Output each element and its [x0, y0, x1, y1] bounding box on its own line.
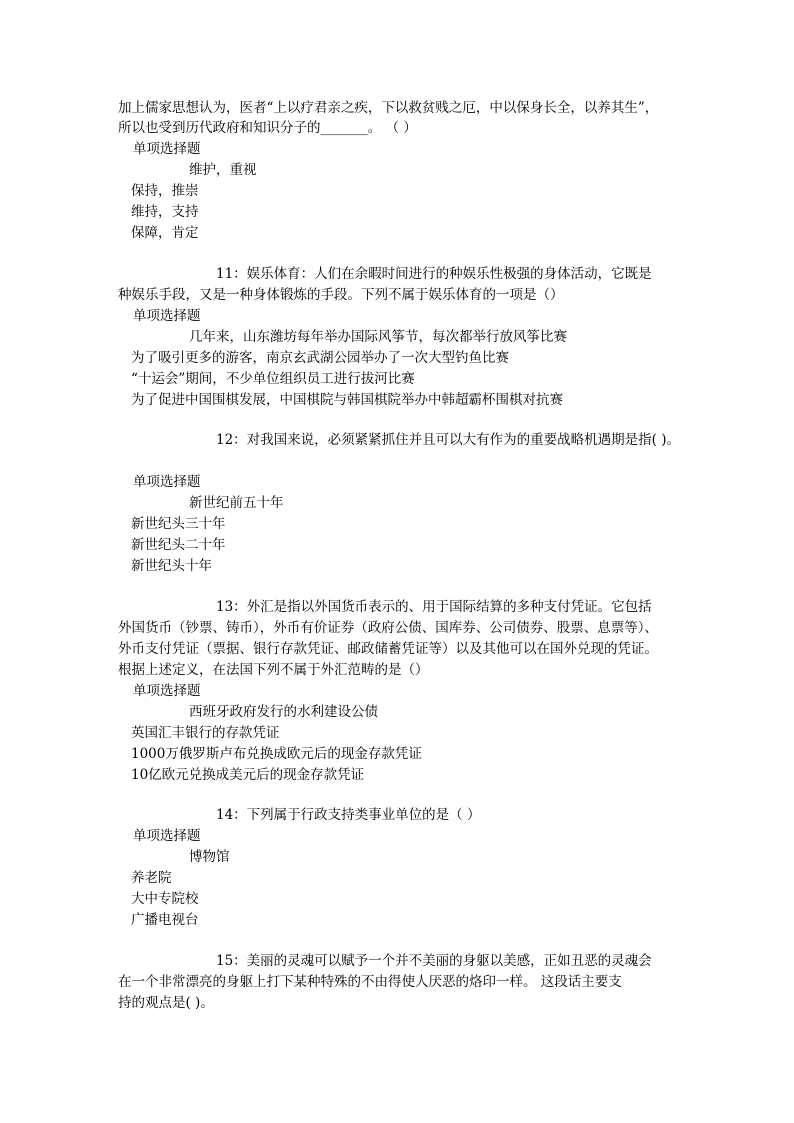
q13-option-d[interactable]: 10亿欧元兑换成美元后的现金存款凭证	[131, 767, 365, 783]
q10-option-d[interactable]: 保障，肯定	[131, 225, 199, 241]
q13-stem-line1: 13：外汇是指以外国货币表示的、用于国际结算的多种支付凭证。它包括	[216, 599, 652, 615]
q14-option-d[interactable]: 广播电视台	[131, 912, 199, 928]
q13-stem-line2: 外国货币（钞票、铸币），外币有价证券（政府公债、国库券、公司债券、股票、息票等）、	[118, 620, 658, 636]
q13-option-c[interactable]: 1000万俄罗斯卢布兑换成欧元后的现金存款凭证	[131, 746, 422, 762]
q11-option-c[interactable]: “十运会”期间，不少单位组织员工进行拔河比赛	[131, 371, 415, 387]
q10-type-label: 单项选择题	[133, 141, 201, 157]
q13-option-a[interactable]: 西班牙政府发行的水利建设公债	[189, 704, 378, 720]
q12-stem-line1: 12：对我国来说，必须紧紧抓住并且可以大有作为的重要战略机遇期是指( )。	[216, 432, 681, 448]
q13-stem-line3: 外币支付凭证（票据、银行存款凭证、邮政储蓄凭证等）以及其他可以在国外兑现的凭证。	[118, 641, 658, 657]
q14-option-a[interactable]: 博物馆	[189, 849, 230, 865]
q12-option-c[interactable]: 新世纪头二十年	[131, 537, 226, 553]
q14-option-b[interactable]: 养老院	[131, 870, 172, 886]
q13-stem-line4: 根据上述定义，在法国下列不属于外汇范畴的是（）	[118, 662, 429, 678]
q11-option-a[interactable]: 几年来，山东潍坊每年举办国际风筝节，每次都举行放风筝比赛	[189, 329, 567, 345]
q10-option-c[interactable]: 维持，支持	[131, 204, 199, 220]
q15-stem-line3: 持的观点是( )。	[118, 995, 214, 1011]
q12-option-b[interactable]: 新世纪头三十年	[131, 516, 226, 532]
q10-option-b[interactable]: 保持，推崇	[131, 183, 199, 199]
q11-option-b[interactable]: 为了吸引更多的游客，南京玄武湖公园举办了一次大型钓鱼比赛	[131, 350, 509, 366]
q12-type-label: 单项选择题	[133, 474, 201, 490]
q13-option-b[interactable]: 英国汇丰银行的存款凭证	[131, 725, 280, 741]
q14-stem-line1: 14：下列属于行政支持类事业单位的是（ ）	[216, 807, 481, 823]
q12-option-d[interactable]: 新世纪头十年	[131, 558, 212, 574]
q10-stem-line2: 所以也受到历代政府和知识分子的_______。 （ ）	[118, 120, 417, 136]
q13-type-label: 单项选择题	[133, 683, 201, 699]
q10-option-a[interactable]: 维护，重视	[189, 162, 257, 178]
q12-option-a[interactable]: 新世纪前五十年	[189, 495, 284, 511]
q15-stem-line2: 在一个非常漂亮的身躯上打下某种特殊的不由得使人厌恶的烙印一样。 这段话主要支	[118, 974, 622, 990]
q11-type-label: 单项选择题	[133, 308, 201, 324]
q11-stem-line1: 11：娱乐体育：人们在余暇时间进行的种娱乐性极强的身体活动，它既是	[216, 266, 652, 282]
q11-stem-line2: 种娱乐手段，又是一种身体锻炼的手段。下列不属于娱乐体育的一项是（）	[118, 287, 564, 303]
q14-option-c[interactable]: 大中专院校	[131, 891, 199, 907]
q14-type-label: 单项选择题	[133, 828, 201, 844]
q11-option-d[interactable]: 为了促进中国围棋发展，中国棋院与韩国棋院举办中韩超霸杯围棋对抗赛	[131, 392, 563, 408]
q10-stem-line1: 加上儒家思想认为，医者“上以疗君亲之疾，下以救贫贱之厄，中以保身长全，以养其生”，	[118, 100, 659, 116]
q15-stem-line1: 15：美丽的灵魂可以赋予一个并不美丽的身躯以美感，正如丑恶的灵魂会	[216, 953, 652, 969]
